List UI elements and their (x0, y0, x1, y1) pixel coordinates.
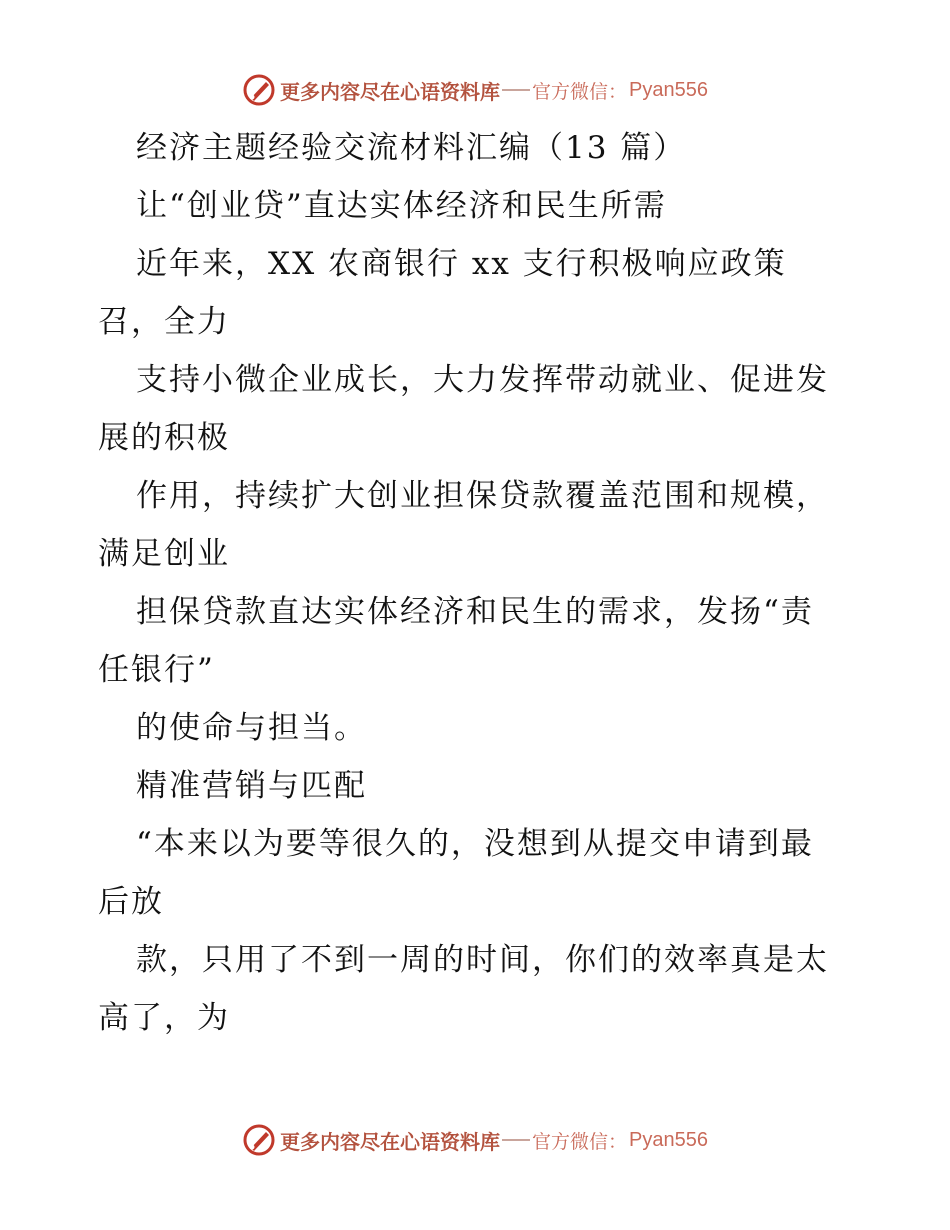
paragraph-line: 支持小微企业成长，大力发挥带动就业、促进发 (136, 362, 829, 398)
paragraph-line: 后放 (98, 884, 164, 920)
watermark-dash (502, 1139, 530, 1141)
paragraph-line: 款，只用了不到一周的时间，你们的效率真是太 (136, 942, 829, 978)
watermark-main-text: 更多内容尽在心语资料库 (280, 79, 500, 104)
paragraph-line: 近年来，XX 农商银行 xx 支行积极响应政策 (136, 246, 787, 282)
paragraph-line: 召，全力 (98, 304, 230, 340)
watermark-sub-text: 官方微信： (532, 1130, 628, 1153)
brand-logo-icon (242, 73, 276, 107)
watermark-main-text: 更多内容尽在心语资料库 (280, 1129, 500, 1154)
doc-title: 经济主题经验交流材料汇编（13 篇） (136, 130, 687, 166)
paragraph-line: 的使命与担当。 (136, 710, 367, 746)
section-heading: 精准营销与匹配 (136, 768, 367, 804)
brand-logo-icon (242, 1123, 276, 1157)
watermark-id-text: Pyan556 (629, 1128, 708, 1151)
doc-subtitle: 让“创业贷”直达实体经济和民生所需 (136, 188, 667, 224)
watermark-sub-text: 官方微信： (532, 80, 628, 103)
paragraph-line: 高了，为 (98, 1000, 230, 1036)
watermark-id-text: Pyan556 (629, 78, 708, 101)
paragraph-line: 任银行” (98, 652, 215, 688)
paragraph-line: 展的积极 (98, 420, 230, 456)
paragraph-line: 担保贷款直达实体经济和民生的需求，发扬“责 (136, 594, 814, 630)
watermark-dash (502, 89, 530, 91)
header-watermark (0, 70, 950, 110)
paragraph-line: “本来以为要等很久的，没想到从提交申请到最 (136, 826, 814, 862)
footer-watermark (0, 1120, 950, 1160)
paragraph-line: 作用，持续扩大创业担保贷款覆盖范围和规模， (136, 478, 829, 514)
paragraph-line: 满足创业 (98, 536, 230, 572)
